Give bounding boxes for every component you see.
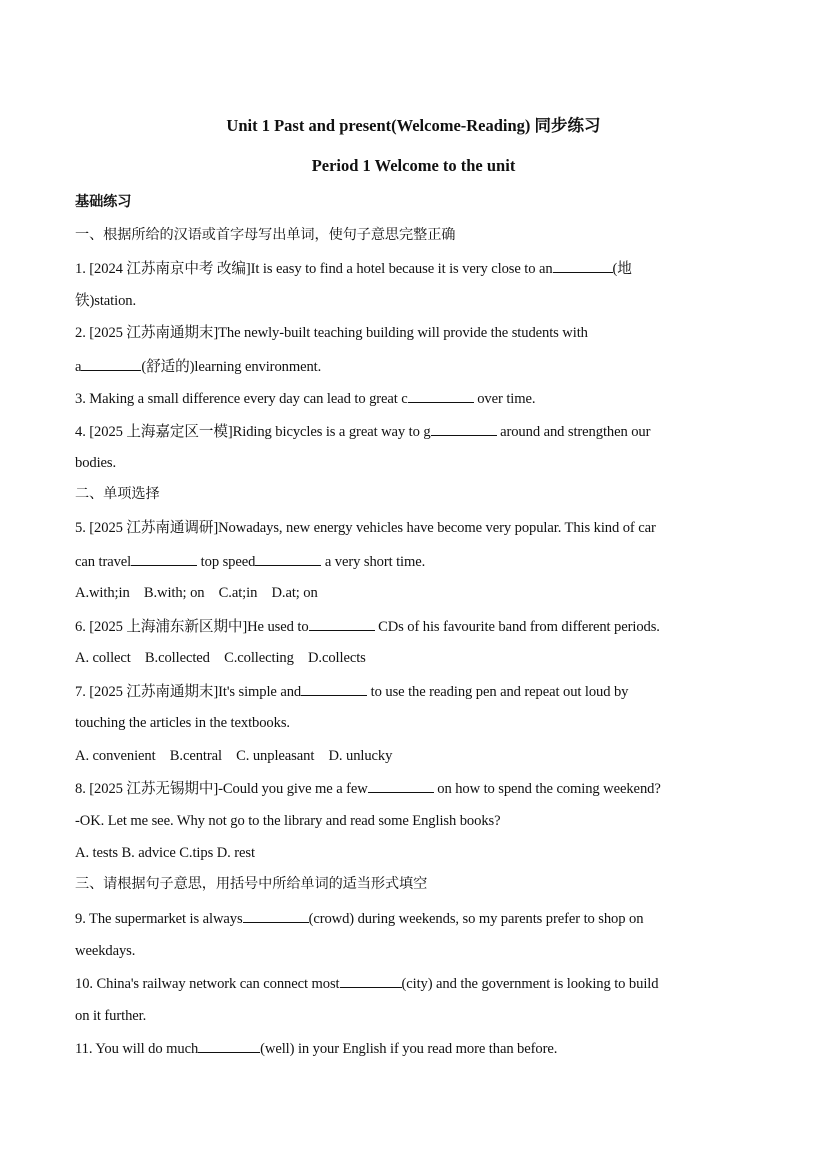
question-1-line-2: 铁)station. <box>75 293 137 309</box>
section-basic-heading: 基础练习 <box>75 194 132 210</box>
question-7-line-2: touching the articles in the textbooks. <box>75 715 290 731</box>
page-title: Unit 1 Past and present(Welcome-Reading) 同步练习 <box>226 116 601 135</box>
question-9-text: 9. The supermarket is always <box>75 911 243 927</box>
question-8-blank[interactable] <box>368 778 434 793</box>
question-2-blank[interactable] <box>81 356 141 371</box>
question-6-options: A. collect B.collected C.collecting D.collects <box>75 650 366 666</box>
question-11-tail: (well) in your English if you read more than before. <box>260 1041 558 1057</box>
section-part1-heading: 一、根据所给的汉语或首字母写出单词，使句子意思完整正确 <box>75 227 456 243</box>
question-5-line-1: 5. [2025 江苏南通调研]Nowadays, new energy vehicles have become very popular. This kind of car <box>75 520 656 536</box>
question-2-prefix: a <box>75 359 82 375</box>
question-9-line-1 <box>75 908 643 929</box>
question-7-tail: to use the reading pen and repeat out loud by <box>367 684 629 700</box>
question-2-hint: (舒适的)learning environment. <box>141 359 322 375</box>
question-8-text: 8. [2025 江苏无锡期中]-Could you give me a few <box>75 781 368 797</box>
question-4-line-1 <box>75 421 650 442</box>
question-1-blank[interactable] <box>553 258 613 273</box>
question-10-line-1 <box>75 973 658 994</box>
question-7-blank[interactable] <box>301 681 367 696</box>
question-9-blank[interactable] <box>243 908 309 923</box>
question-5-tail: a very short time. <box>321 554 426 570</box>
question-5-prefix: can travel <box>75 554 132 570</box>
question-4-line-2: bodies. <box>75 455 117 471</box>
question-5-blank-1[interactable] <box>131 551 197 566</box>
section-part2-heading: 二、单项选择 <box>75 486 160 502</box>
question-9-tail: (crowd) during weekends, so my parents prefer to shop on <box>308 911 644 927</box>
question-10-line-2: on it further. <box>75 1008 147 1024</box>
question-6-text: 6. [2025 上海浦东新区期中]He used to <box>75 619 309 635</box>
page-subtitle: Period 1 Welcome to the unit <box>311 156 516 175</box>
question-6-line-1 <box>75 616 660 637</box>
question-7-options: A. convenient B.central C. unpleasant D. unlucky <box>75 748 393 764</box>
question-8-line-2: -OK. Let me see. Why not go to the library and read some English books? <box>75 813 501 829</box>
question-5-options: A.with;in B.with; on C.at;in D.at; on <box>75 585 318 601</box>
question-6-blank[interactable] <box>309 616 375 631</box>
question-8-line-1 <box>75 778 661 799</box>
question-10-tail: (city) and the government is looking to build <box>401 976 659 992</box>
question-3-text: 3. Making a small difference every day can lead to great c <box>75 391 408 407</box>
question-4-tail: around and strengthen our <box>496 424 651 440</box>
question-3-line-1 <box>75 388 535 409</box>
question-10-blank[interactable] <box>340 973 402 988</box>
question-1-line-1 <box>75 258 632 279</box>
question-8-options: A. tests B. advice C.tips D. rest <box>75 845 255 861</box>
question-7-text: 7. [2025 江苏南通期末]It's simple and <box>75 684 302 700</box>
question-6-tail: CDs of his favourite band from different periods. <box>374 619 660 635</box>
question-11-text: 11. You will do much <box>75 1041 199 1057</box>
question-3-tail: over time. <box>473 391 536 407</box>
question-8-tail: on how to spend the coming weekend? <box>433 781 661 797</box>
question-1-hint: (地 <box>612 261 632 277</box>
question-11-blank[interactable] <box>198 1038 260 1053</box>
question-4-blank[interactable] <box>431 421 497 436</box>
question-2-line-2 <box>75 356 321 377</box>
section-part3-heading: 三、请根据句子意思，用括号中所给单词的适当形式填空 <box>75 876 428 892</box>
question-2-line-1: 2. [2025 江苏南通期末]The newly-built teaching building will provide the students with <box>75 325 588 341</box>
question-5-blank-2[interactable] <box>255 551 321 566</box>
question-4-text: 4. [2025 上海嘉定区一模]Riding bicycles is a great way to g <box>75 424 431 440</box>
question-5-middle: top speed <box>197 554 256 570</box>
question-9-line-2: weekdays. <box>75 943 136 959</box>
question-7-line-1 <box>75 681 628 702</box>
question-1-text: 1. [2024 江苏南京中考 改编]It is easy to find a hotel because it is very close to an <box>75 261 553 277</box>
question-5-line-2 <box>75 551 425 572</box>
question-10-text: 10. China's railway network can connect most <box>75 976 340 992</box>
question-11-line-1 <box>75 1038 557 1059</box>
question-3-blank[interactable] <box>408 388 474 403</box>
